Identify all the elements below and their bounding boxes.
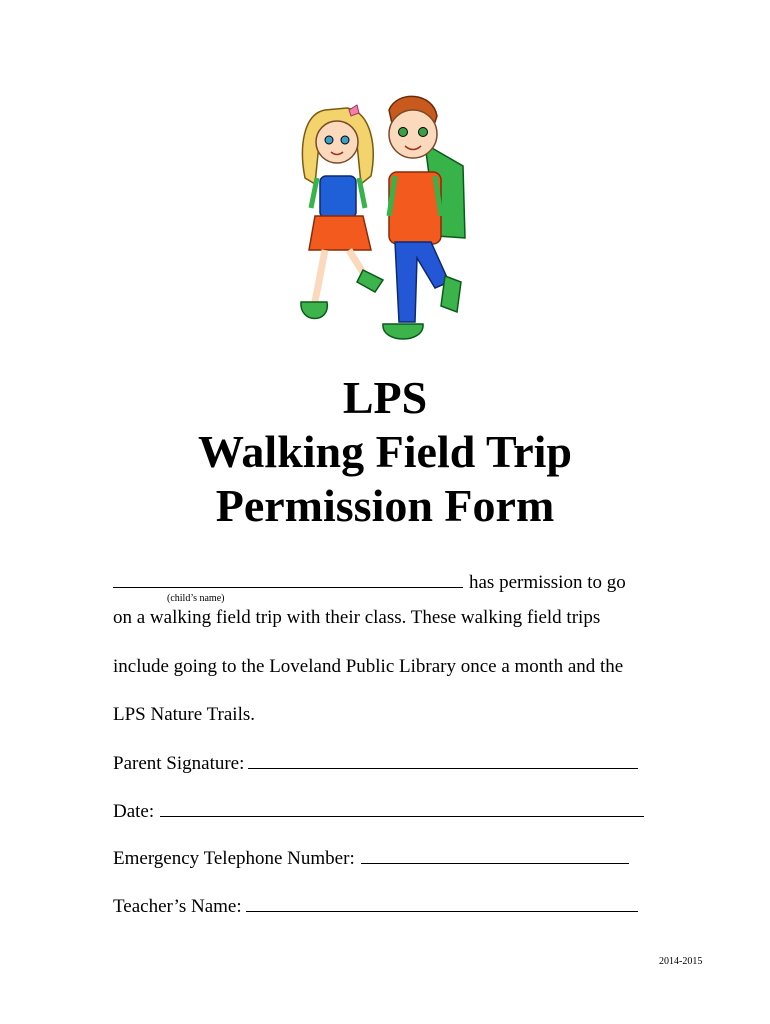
child-name-blank[interactable] [113,571,463,588]
teacher-name-row [113,895,638,918]
boy-figure [383,96,465,339]
title-line-lps: LPS [342,372,428,423]
date-label: Date: [113,801,155,822]
title-line-permission-form: Permission Form [215,480,555,531]
date-row [113,800,644,823]
emergency-phone-row [113,847,629,870]
parent-signature-row [113,752,638,775]
child-name-caption: (child’s name) [167,593,225,604]
date-blank[interactable] [160,800,644,817]
teacher-name-blank[interactable] [246,895,638,912]
children-walking-illustration [285,88,480,350]
teacher-name-label: Teacher’s Name: [113,896,242,917]
child-name-line [113,571,626,594]
school-year: 2014-2015 [659,956,703,967]
girl-figure [301,105,383,319]
emergency-phone-blank[interactable] [361,847,629,864]
body-line-2: on a walking field trip with their class. These walking field trips [113,607,601,628]
parent-signature-label: Parent Signature: [113,753,245,774]
body-line-4: LPS Nature Trails. [113,704,255,725]
permission-suffix: has permission to go [469,572,626,593]
title-line-walking-field-trip: Walking Field Trip [197,426,573,477]
body-line-3: include going to the Loveland Public Library once a month and the [113,656,624,677]
emergency-phone-label: Emergency Telephone Number: [113,848,355,869]
parent-signature-blank[interactable] [248,752,638,769]
